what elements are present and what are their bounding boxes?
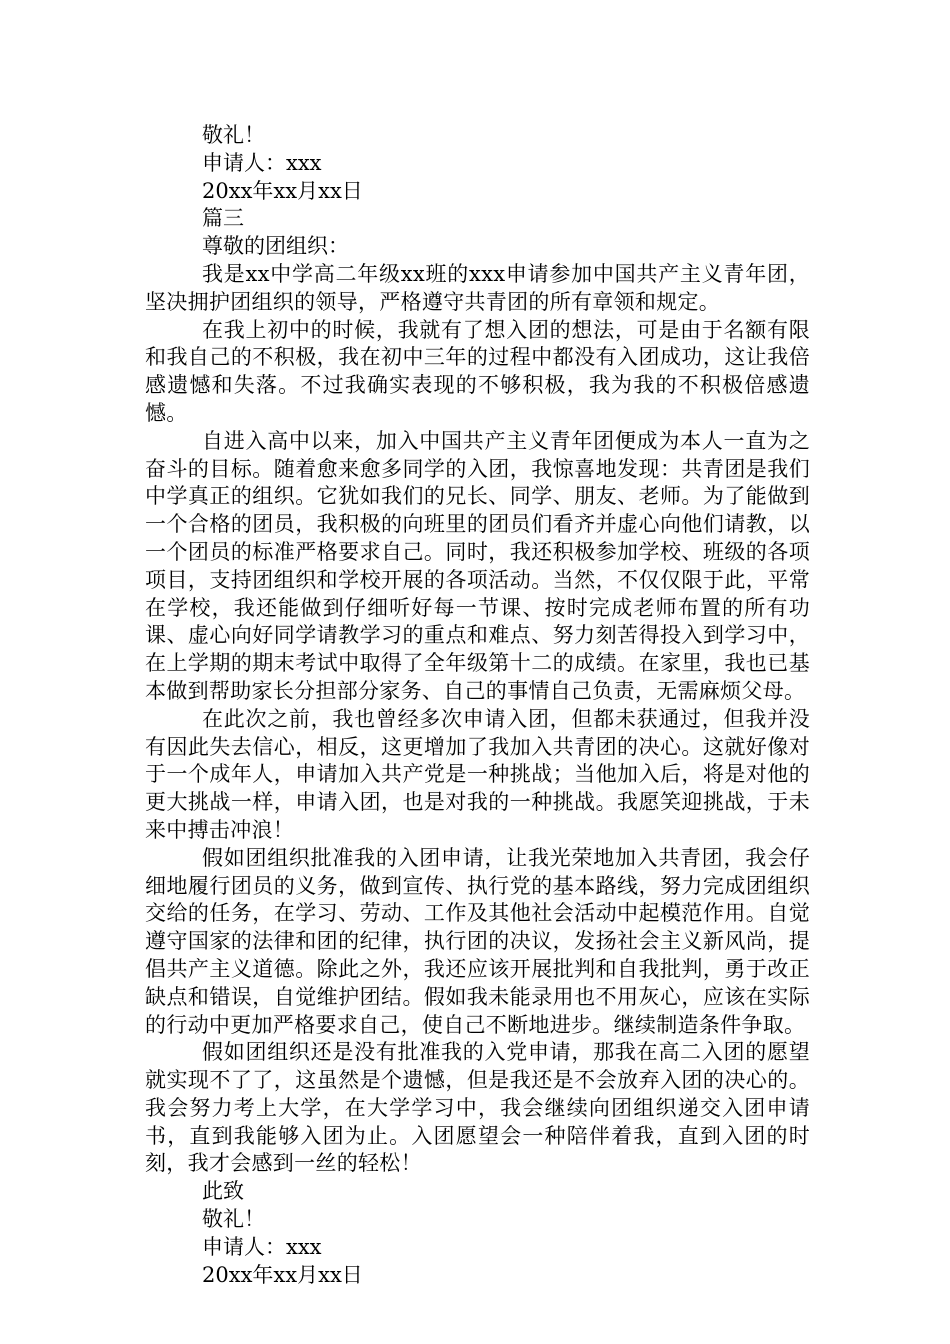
paragraph: 我是xx中学高二年级xx班的xxx申请参加中国共产主义青年团，坚决拥护团组织的领导，严格遵守共青团的所有章领和规定。 <box>145 261 810 314</box>
closing-cizhi: 此致 <box>202 1179 244 1204</box>
closing-salute: 敬礼！ <box>202 1207 265 1232</box>
paragraph: 假如团组织批准我的入团申请，让我光荣地加入共青团，我会仔细地履行团员的义务，做到宣传、执行党的基本路线，努力完成团组织交给的任务，在学习、劳动、工作及其他社会活动中起模范作用。自觉遵守国家的法律和团的纪律，执行团的决议，发扬社会主义新风尚，提倡共产主义道德。除此之外，我还应该开展批判和自我批判，勇于改正缺点和错误，自觉维护团结。假如我未能录用也不用灰心，应该在实际的行动中更加严格要求自己，使自己不断地进步。继续制造条件争取。 <box>145 845 810 1037</box>
paragraph: 在此次之前，我也曾经多次申请入团，但都未获通过，但我并没有因此失去信心，相反，这更增加了我加入共青团的决心。这就好像对于一个成年人，申请加入共产党是一种挑战；当他加入后，将是对他的更大挑战一样，申请入团，也是对我的一种挑战。我愿笑迎挑战，于未来中搏击冲浪！ <box>145 706 810 842</box>
date-line: 20xx年xx月xx日 <box>202 178 363 203</box>
greeting-line: 尊敬的团组织： <box>202 234 349 259</box>
salute-line: 敬礼！ <box>202 123 265 147</box>
document-body <box>145 122 810 1289</box>
closing-applicant: 申请人：xxx <box>202 1234 322 1259</box>
paragraph: 假如团组织还是没有批准我的入党申请，那我在高二入团的愿望就实现不了了，这虽然是个遗憾，但是我还是不会放弃入团的决心的。我会努力考上大学，在大学学习中，我会继续向团组织递交入团申请书，直到我能够入团为止。入团愿望会一种陪伴着我，直到入团的时刻，我才会感到一丝的轻松！ <box>145 1040 810 1176</box>
section-title: 篇三 <box>202 206 244 231</box>
applicant-line: 申请人：xxx <box>202 150 322 175</box>
closing-date: 20xx年xx月xx日 <box>202 1262 363 1287</box>
paragraph: 在我上初中的时候，我就有了想入团的想法，可是由于名额有限和我自己的不积极，我在初中三年的过程中都没有入团成功，这让我倍感遗憾和失落。不过我确实表现的不够积极，我为我的不积极倍感遗憾。 <box>145 317 810 425</box>
paragraph: 自进入高中以来，加入中国共产主义青年团便成为本人一直为之奋斗的目标。随着愈来愈多同学的入团，我惊喜地发现：共青团是我们中学真正的组织。它犹如我们的兄长、同学、朋友、老师。为了能做到一个合格的团员，我积极的向班里的团员们看齐并虚心向他们请教，以一个团员的标准严格要求自己。同时，我还积极参加学校、班级的各项项目，支持团组织和学校开展的各项活动。当然，不仅仅限于此，平常在学校，我还能做到仔细听好每一节课、按时完成老师布置的所有功课、虚心向好同学请教学习的重点和难点、努力刻苦得投入到学习中，在上学期的期末考试中取得了全年级第十二的成绩。在家里，我也已基本做到帮助家长分担部分家务、自己的事情自己负责，无需麻烦父母。 <box>145 428 810 703</box>
